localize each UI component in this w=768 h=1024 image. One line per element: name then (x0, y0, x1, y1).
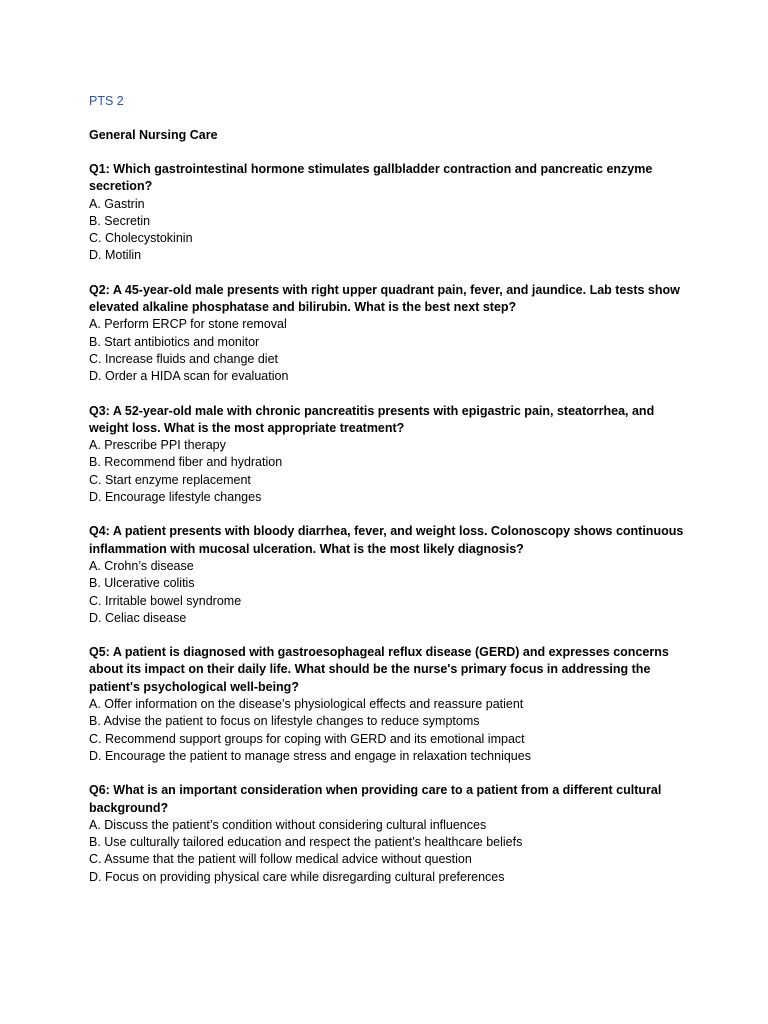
answer-option-d: D. Encourage lifestyle changes (89, 490, 262, 505)
answer-option-b: B. Advise the patient to focus on lifestyle changes to reduce symptoms (89, 714, 480, 729)
answer-options (89, 558, 689, 627)
question-text: Q1: Which gastrointestinal hormone stimulates gallbladder contraction and pancreatic enzyme secretion? (89, 162, 653, 194)
question-list (89, 161, 689, 886)
answer-option-d: D. Encourage the patient to manage stress and engage in relaxation techniques (89, 748, 531, 763)
question-text: Q2: A 45-year-old male presents with right upper quadrant pain, fever, and jaundice. Lab tests show elevated alkaline phosphatase and bilirubin. What is the best next step? (89, 282, 680, 315)
answer-option-b: B. Ulcerative colitis (89, 576, 195, 591)
answer-option-c: C. Increase fluids and change diet (89, 351, 279, 366)
question-block-q3 (89, 403, 689, 507)
answer-option-b: B. Start antibiotics and monitor (89, 334, 260, 349)
answer-option-c: C. Irritable bowel syndrome (89, 593, 242, 608)
answer-option-b: B. Recommend fiber and hydration (89, 455, 283, 470)
answer-option-a: A. Crohn’s disease (89, 558, 194, 573)
question-block-q1 (89, 161, 689, 265)
answer-option-d: D. Motilin (89, 248, 142, 263)
answer-option-b: B. Use culturally tailored education and respect the patient’s healthcare beliefs (89, 835, 523, 850)
document-page (89, 93, 689, 903)
answer-options (89, 817, 689, 886)
answer-options (89, 696, 689, 765)
answer-option-c: C. Recommend support groups for coping with GERD and its emotional impact (89, 731, 525, 746)
answer-options (89, 196, 689, 265)
answer-option-a: A. Prescribe PPI therapy (89, 438, 226, 453)
answer-option-a: A. Perform ERCP for stone removal (89, 317, 287, 332)
answer-option-d: D. Focus on providing physical care while disregarding cultural preferences (89, 869, 505, 884)
question-block-q6 (89, 782, 689, 886)
section-title: General Nursing Care (89, 128, 218, 142)
question-block-q2 (89, 282, 689, 386)
question-text: Q4: A patient presents with bloody diarrhea, fever, and weight loss. Colonoscopy shows continuous inflammation with mucosal ulceration. What is the most likely diagnosis? (89, 524, 684, 556)
answer-option-a: A. Gastrin (89, 196, 145, 211)
question-text: Q5: A patient is diagnosed with gastroesophageal reflux disease (GERD) and expresses concerns about its impact on their daily life. What should be the nurse's primary focus in addressing the patient's psychological well-being? (89, 645, 669, 694)
question-text: Q3: A 52-year-old male with chronic pancreatitis presents with epigastric pain, steatorrhea, and weight loss. What is the most appropriate treatment? (89, 403, 655, 435)
answer-option-c: C. Cholecystokinin (89, 231, 193, 246)
document-header: PTS 2 (89, 94, 124, 108)
answer-option-c: C. Start enzyme replacement (89, 472, 251, 487)
answer-option-d: D. Celiac disease (89, 610, 187, 625)
answer-option-a: A. Discuss the patient’s condition without considering cultural influences (89, 817, 487, 832)
answer-option-a: A. Offer information on the disease’s physiological effects and reassure patient (89, 697, 524, 712)
answer-options (89, 316, 689, 385)
answer-option-c: C. Assume that the patient will follow medical advice without question (89, 852, 472, 867)
question-block-q4 (89, 523, 689, 627)
question-text: Q6: What is an important consideration when providing care to a patient from a different cultural background? (89, 783, 662, 815)
answer-option-b: B. Secretin (89, 213, 151, 228)
answer-options (89, 437, 689, 506)
question-block-q5 (89, 644, 689, 765)
answer-option-d: D. Order a HIDA scan for evaluation (89, 369, 289, 384)
